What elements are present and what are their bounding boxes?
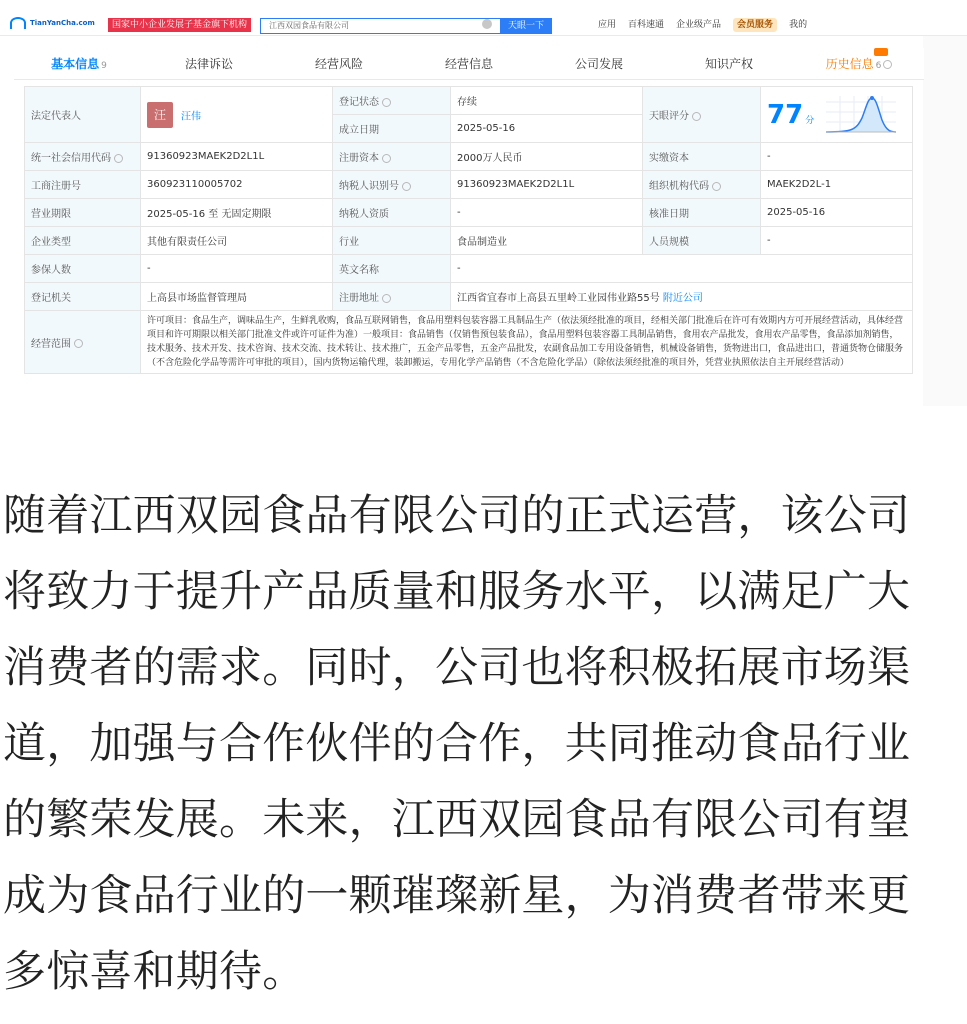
approve-date-value: 2025-05-16 xyxy=(761,199,913,227)
help-icon[interactable] xyxy=(74,339,83,348)
staff-size-value: - xyxy=(761,227,913,255)
avatar[interactable]: 汪 xyxy=(147,102,173,128)
tab-risk[interactable]: 经营风险 xyxy=(314,57,363,71)
table-row xyxy=(25,87,913,115)
found-date-label: 成立日期 xyxy=(333,115,451,143)
score-unit: 分 xyxy=(805,115,815,126)
score-value: 77 xyxy=(767,99,804,130)
org-code-label: 组织机构代码 xyxy=(643,171,761,199)
screenshot-region xyxy=(0,0,967,406)
legal-rep-cell xyxy=(141,87,333,143)
right-edge xyxy=(923,0,967,406)
table-row xyxy=(25,283,913,311)
help-icon[interactable] xyxy=(382,98,391,107)
ent-type-value: 其他有限责任公司 xyxy=(141,227,333,255)
company-tabs xyxy=(14,48,924,80)
help-icon[interactable] xyxy=(692,112,701,121)
top-bar xyxy=(0,0,967,36)
tab-history[interactable]: 历史信息 6 xyxy=(794,48,924,79)
staff-size-label: 人员规模 xyxy=(643,227,761,255)
help-icon[interactable] xyxy=(712,182,721,191)
scope-value: 许可项目：食品生产，调味品生产，生鲜乳收购，食品互联网销售，食品用塑料包装容器工具制品生产（依法须经批准的项目，经相关部门批准后在许可有效期内方可开展经营活动，具体经营项目和许可期限以相关部门批准文件或许可证件为准）一般项目：食品销售（仅销售预包装食品），食品用塑料包装容器工具制品销售，食用农产品批发，食用农产品零售，食品添加剂销售，技术服务、技术开发、技术咨询、技术交流、技术转让、技术推广，五金产品零售，五金产品批发，农副食品加工专用设备销售，机械设备销售，货物进出口，食品进出口，普通货物仓储服务（不含危险化学品等需许可审批的项目），国内货物运输代理，装卸搬运，专用化学产品销售（不含危险化学品）（除依法须经批准的项目外，凭营业执照依法自主开展经营活动） xyxy=(141,311,913,374)
score-cell[interactable] xyxy=(761,87,913,143)
help-icon[interactable] xyxy=(382,154,391,163)
taxpayer-id-value: 91360923MAEK2D2L1L xyxy=(451,171,643,199)
reg-status-label: 登记状态 xyxy=(333,87,451,115)
en-name-value: - xyxy=(451,255,913,283)
address-value: 江西省宜春市上高县五里岭工业园伟业路55号 xyxy=(457,293,660,304)
promo-banner[interactable]: 国家中小企业发展子基金旗下机构 xyxy=(108,18,251,32)
org-code-value: MAEK2D2L-1 xyxy=(761,171,913,199)
paid-capital-value: - xyxy=(761,143,913,171)
vip-button[interactable]: 会员服务 xyxy=(733,18,777,32)
table-row xyxy=(25,227,913,255)
insured-label: 参保人数 xyxy=(25,255,141,283)
taxpayer-id-label: 纳税人识别号 xyxy=(333,171,451,199)
nav-link-wiki[interactable]: 百科速通 xyxy=(628,20,665,30)
table-row xyxy=(25,199,913,227)
table-row xyxy=(25,255,913,283)
logo-text: TianYanCha.com xyxy=(30,19,95,27)
help-icon[interactable] xyxy=(382,294,391,303)
biz-reg-no-label: 工商注册号 xyxy=(25,171,141,199)
tab-ip[interactable]: 知识产权 xyxy=(704,57,753,71)
tab-basic-info[interactable]: 基本信息 9 xyxy=(51,57,107,71)
search-button[interactable]: 天眼一下 xyxy=(500,18,552,34)
credit-code-value: 91360923MAEK2D2L1L xyxy=(141,143,333,171)
reg-capital-label: 注册资本 xyxy=(333,143,451,171)
article-paragraph: 随着江西双园食品有限公司的正式运营，该公司将致力于提升产品质量和服务水平，以满足广大消费者的需求。同时，公司也将积极拓展市场渠道，加强与合作伙伴的合作，共同推动食品行业的繁荣发展。未来，江西双园食品有限公司有望成为食品行业的一颗璀璨新星，为消费者带来更多惊喜和期待。 xyxy=(3,491,911,997)
help-icon[interactable] xyxy=(402,182,411,191)
en-name-label: 英文名称 xyxy=(333,255,451,283)
help-icon[interactable] xyxy=(114,154,123,163)
scope-label: 经营范围 xyxy=(25,311,141,374)
basic-info-table xyxy=(24,86,913,374)
nearby-companies-link[interactable]: 附近公司 xyxy=(662,293,703,304)
legal-rep-name[interactable]: 汪伟 xyxy=(181,111,201,122)
score-distribution-chart xyxy=(822,92,898,138)
history-badge-icon xyxy=(874,48,888,56)
table-row xyxy=(25,171,913,199)
legal-rep-label: 法定代表人 xyxy=(25,87,141,143)
paid-capital-label: 实缴资本 xyxy=(643,143,761,171)
approve-date-label: 核准日期 xyxy=(643,199,761,227)
nav-link-me[interactable]: 我的 xyxy=(789,20,808,30)
address-cell xyxy=(451,283,913,311)
score-label: 天眼评分 xyxy=(643,87,761,143)
clear-icon[interactable] xyxy=(482,19,492,29)
reg-status-value: 存续 xyxy=(451,87,643,115)
term-value: 2025-05-16 至 无固定期限 xyxy=(141,199,333,227)
taxpayer-qual-value: - xyxy=(451,199,643,227)
credit-code-label: 统一社会信用代码 xyxy=(25,143,141,171)
search-input[interactable]: 江西双园食品有限公司 xyxy=(260,18,500,34)
address-label: 注册地址 xyxy=(333,283,451,311)
reg-capital-value: 2000万人民币 xyxy=(451,143,643,171)
term-label: 营业期限 xyxy=(25,199,141,227)
ent-type-label: 企业类型 xyxy=(25,227,141,255)
industry-label: 行业 xyxy=(333,227,451,255)
tab-legal[interactable]: 法律诉讼 xyxy=(184,57,233,71)
insured-value: - xyxy=(141,255,333,283)
nav-link-apps[interactable]: 应用 xyxy=(598,20,617,30)
top-nav-links xyxy=(598,18,807,32)
table-row xyxy=(25,143,913,171)
logo-icon xyxy=(10,17,26,29)
table-row xyxy=(25,311,913,374)
site-logo[interactable] xyxy=(10,14,95,32)
authority-label: 登记机关 xyxy=(25,283,141,311)
help-icon[interactable] xyxy=(883,60,892,69)
nav-link-enterprise[interactable]: 企业级产品 xyxy=(676,20,722,30)
tab-operations[interactable]: 经营信息 xyxy=(444,57,493,71)
industry-value: 食品制造业 xyxy=(451,227,643,255)
found-date-value: 2025-05-16 xyxy=(451,115,643,143)
biz-reg-no-value: 360923110005702 xyxy=(141,171,333,199)
taxpayer-qual-label: 纳税人资质 xyxy=(333,199,451,227)
tab-development[interactable]: 公司发展 xyxy=(574,57,623,71)
authority-value: 上高县市场监督管理局 xyxy=(141,283,333,311)
